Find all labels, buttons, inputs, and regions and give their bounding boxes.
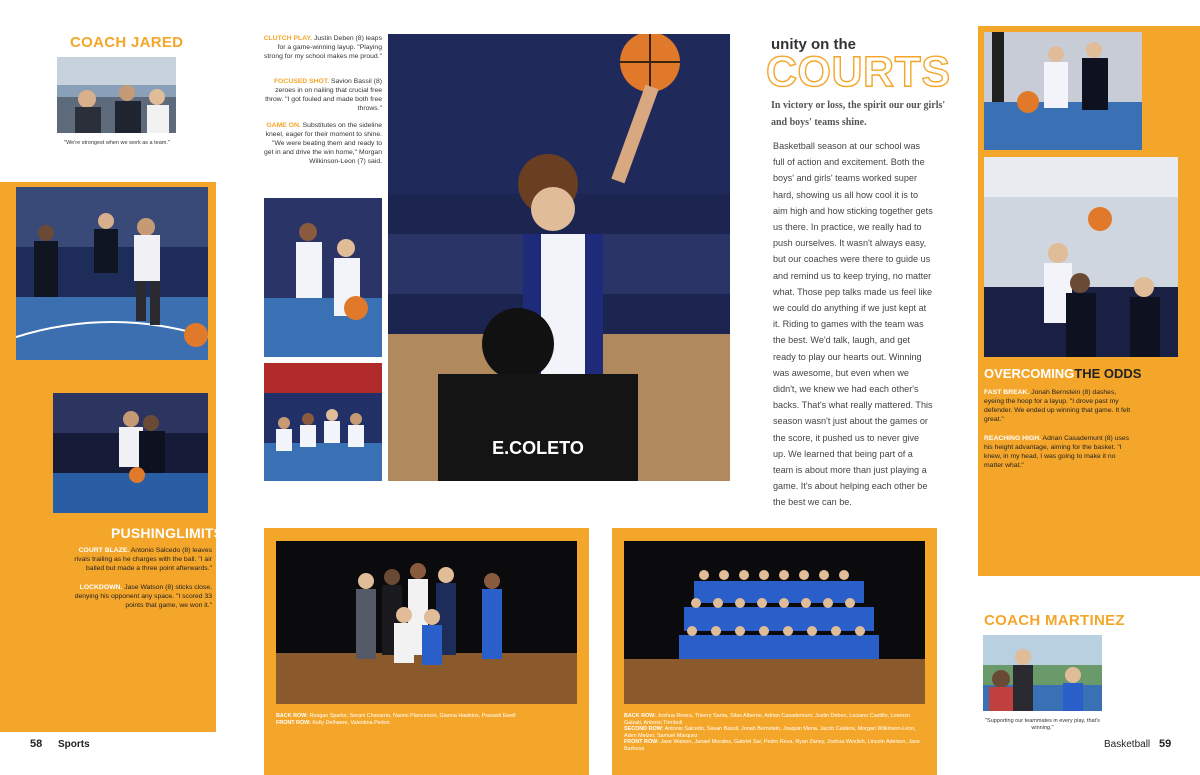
girls-front-names: Kelly Delhaere, Valentina Pedon xyxy=(310,719,390,726)
boys-second-names: Antonio Salcedo, Savan Bassil, Jonah Bernstein, Joaquin Mena, Jacob Caldera, Morgan Wilkinson-Leon, Aden Melzer, Samuel Marquez xyxy=(624,726,916,739)
coach-jared-title: COACH JARED xyxy=(70,34,184,51)
girls-front-row xyxy=(276,720,577,727)
limits-word: LIMITS xyxy=(176,525,224,541)
coach-jared-quote: "We're strongest when we work as a team." xyxy=(64,140,170,146)
girls-front-label: FRONT ROW: xyxy=(276,719,311,726)
fast-break-keyword: FAST BREAK. xyxy=(984,389,1030,396)
court-blaze-caption xyxy=(62,546,212,573)
court-blaze-text: Antonio Salcedo (8) leaves rivals trailing as he charges with the ball. "I air balled but made a three point afterwards." xyxy=(74,547,212,572)
headline-courts: COURTS xyxy=(766,48,951,96)
clutch-play-keyword: CLUTCH PLAY. xyxy=(263,35,313,42)
game-on-caption xyxy=(262,121,382,166)
lockdown-keyword: LOCKDOWN. xyxy=(79,584,123,591)
court-blaze-keyword: COURT BLAZE. xyxy=(78,547,130,554)
boys-second-row xyxy=(624,726,925,739)
reaching-high-caption xyxy=(984,434,1134,470)
lockdown-photo xyxy=(53,393,208,513)
the-odds-word: THE ODDS xyxy=(1074,366,1142,381)
pushing-word: PUSHING xyxy=(111,525,177,541)
boys-back-row xyxy=(624,713,925,726)
story-text: Basketball season at our school was full of action and excitement. Both the boys' and girls' teams worked super hard, showing us all how cool it is to aim high and how sticking together gets us there. In practice, we really had to push ourselves. It wasn't always easy, but our coaches were there to guide us and remind us to keep trying, no matter what. Those pep talks made us feel like we could do anything if we just kept at it. Riding to games with the team was the best. We'd talk, laugh, and get ready to play our hearts out. Winning was awesome, but even when we didn't, we knew we had each other's backs. That's what really mattered. This season wasn't just about the games or the score, it pushed us to never give up. We learned that being part of a team is about more than just playing a game. It's about helping each other be the best we can be. xyxy=(773,141,933,508)
court-blaze-photo xyxy=(16,187,208,360)
focused-shot-text: Savion Bassil (8) zeroes in on nailing that crucial free throw. "I got fouled and made both free throws." xyxy=(265,78,382,112)
boys-team-photo xyxy=(624,541,925,704)
clutch-play-photo xyxy=(388,34,730,481)
coach-martinez-photo xyxy=(983,635,1102,711)
boys-second-label: SECOND ROW: xyxy=(624,726,664,732)
opponent-jersey-name: E.COLETO xyxy=(492,438,584,458)
boys-front-label: FRONT ROW: xyxy=(624,739,659,745)
game-on-keyword: GAME ON. xyxy=(266,122,301,129)
girls-roster xyxy=(276,713,577,726)
boys-back-names: Joshua Rivera, Thierry Santa, Silas Alberne, Adrian Casademunt, Justin Deben, Luciano Castillo, Lorenzo Galzati, Antonio Trimboli xyxy=(624,713,910,726)
lockdown-text: Jase Watson (8) sticks close, denying his opponent any space. "I scored 33 points that game, we won it." xyxy=(74,584,212,609)
boys-front-names: Jase Watson, Janael Morales, Gabriel Sar, Pedro Reva, Ryan Zaney, Joshua Wexlish, Lincoln Adelson, Jase Barbosa xyxy=(624,739,920,752)
boys-roster xyxy=(624,713,925,752)
coach-jared-photo xyxy=(57,57,176,133)
overcoming-heading xyxy=(984,366,1141,381)
pushing-limits-heading xyxy=(111,525,223,541)
reaching-high-photo xyxy=(984,157,1178,357)
clutch-play-text: Justin Deben (8) leaps for a game-winning layup. "Playing strong for my school makes me proud." xyxy=(263,35,382,60)
girls-back-names: Reagan Sparks, Serani Chavarria, Naomi Plancencio, Gianna Hawkins, Prasasti Ewell xyxy=(307,713,516,719)
overcoming-word: OVERCOMING xyxy=(984,366,1075,381)
left-section-name: Sports xyxy=(58,739,90,750)
coach-martinez-title: COACH MARTINEZ xyxy=(984,612,1125,629)
headline-subtitle: In victory or loss, the spirit our our girls' and boys' teams shine. xyxy=(771,100,946,128)
right-page-number: 59 xyxy=(1159,738,1172,750)
reaching-high-keyword: REACHING HIGH. xyxy=(984,435,1042,442)
headline-small: unity on the xyxy=(771,36,856,53)
fast-break-text: Jonah Bernstein (8) dashes, eyeing the hoop for a layup. "I drove past my defender. We ended up winning that game. It felt great." xyxy=(984,389,1131,423)
focused-shot-photo xyxy=(264,198,382,357)
fast-break-caption xyxy=(984,388,1134,424)
boys-front-row xyxy=(624,739,925,752)
girls-team-photo xyxy=(276,541,577,704)
boys-back-label: BACK ROW: xyxy=(624,713,656,719)
game-on-photo xyxy=(264,363,382,481)
fast-break-photo xyxy=(984,32,1142,150)
game-on-text: Substitutes on the sideline kneel, eager for their moment to shine. "We were beating them and ready to get in and drive the win home," Morgan Wilkinson-Leon (7) said. xyxy=(263,122,382,165)
girls-back-label: BACK ROW: xyxy=(276,713,308,719)
coach-martinez-quote: "Supporting our teammates in every play, that's winning." xyxy=(985,718,1100,731)
left-page-number: 58 xyxy=(30,738,43,750)
lockdown-caption xyxy=(62,583,212,610)
right-section-name: Basketball xyxy=(1104,739,1151,750)
clutch-play-caption xyxy=(262,34,382,61)
reaching-high-text: Adrian Casademunt (8) uses his height advantage, aiming for the basket. "I knew, in my head, I was going to make it no matter what." xyxy=(984,435,1130,469)
focused-shot-caption xyxy=(262,77,382,113)
focused-shot-keyword: FOCUSED SHOT. xyxy=(273,78,330,85)
